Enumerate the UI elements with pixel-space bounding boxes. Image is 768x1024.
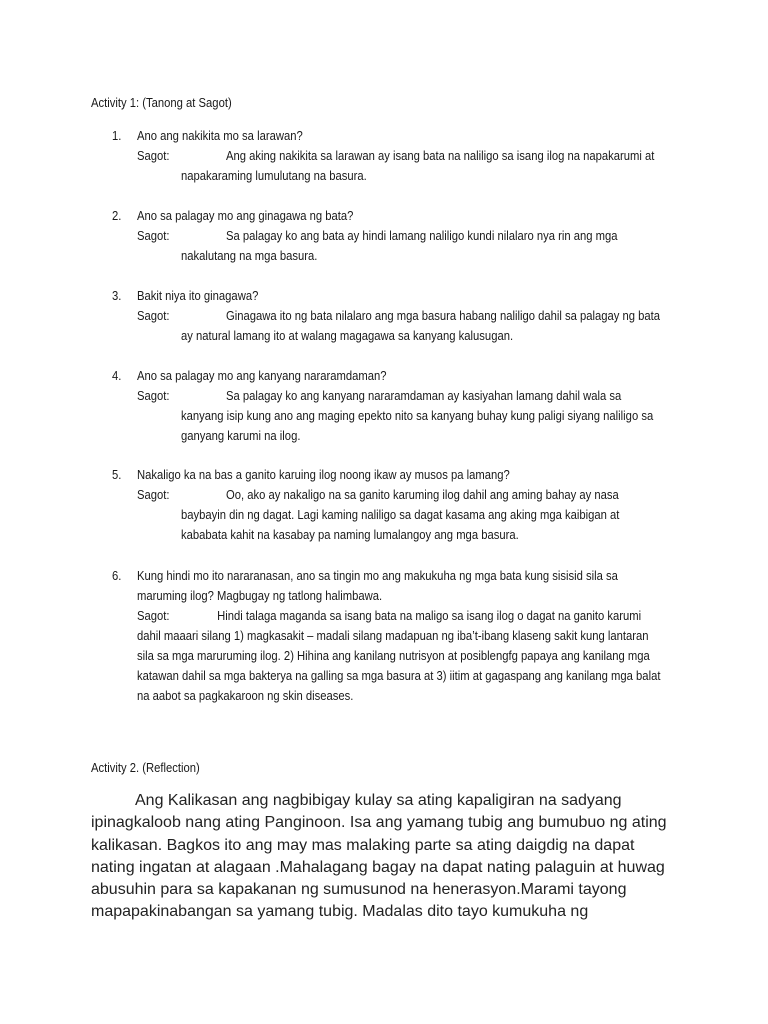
question-text: Kung hindi mo ito nararanasan, ano sa tingin mo ang makukuha ng mga bata kung sisisid sila sa maruming ilog? Magbugay ng tatlong halimbawa. [137,569,618,603]
answer-label: Sagot: [137,229,170,243]
question-text: Ano sa palagay mo ang ginagawa ng bata? [137,209,354,223]
answer-label: Sagot: [137,389,170,403]
answer-label: Sagot: [137,309,170,323]
answer-label: Sagot: [137,488,170,502]
question-number: 6. [112,569,122,583]
answer-text: Hindi talaga maganda sa isang bata na maligo sa isang ilog o dagat na ganito karumi dahil maaari silang 1) magkasakit – madali silang madapuan ng iba’t-ibang klaseng sakit kung lantaran sila sa mga maruruming ilog. 2) Hihina ang kanilang nutrisyon at posiblengfg papaya ang kanilang mga katawan dahil sa mga bakterya na galling sa mga basura at 3) iitim at gagaspang ang kanilang mga balat na aabot sa pagkakaroon ng skin diseases. [137,609,661,703]
activity-2-heading: Activity 2. (Reflection) [91,761,200,775]
question-text: Bakit niya ito ginagawa? [137,289,259,303]
answer-text: Ginagawa ito ng bata nilalaro ang mga basura habang naliligo dahil sa palagay ng bata ay natural lamang ito at walang magagawa sa kanyang kalusugan. [181,309,661,343]
question-text: Ano ang nakikita mo sa larawan? [137,129,303,143]
question-number: 4. [112,369,122,383]
answer-text: Ang aking nakikita sa larawan ay isang bata na naliligo sa isang ilog na napakarumi at napakaraming lumulutang na basura. [181,149,655,183]
answer-text: Sa palagay ko ang kanyang nararamdaman ay kasiyahan lamang dahil wala sa kanyang isip kung ano ang maging epekto nito sa kanyang buhay kung paligi siyang naliligo sa ganyang karumi na ilog. [181,389,654,443]
question-number: 2. [112,209,122,223]
answer-text: Oo, ako ay nakaligo na sa ganito karuming ilog dahil ang aming bahay ay nasa baybayin din ng dagat. Lagi kaming naliligo sa dagat kasama ang aking mga kaibigan at kababata kahit na kasabay pa naming lumalangoy ang mga basura. [181,488,620,542]
question-number: 1. [112,129,122,143]
question-text: Nakaligo ka na bas a ganito karuing ilog noong ikaw ay musos pa lamang? [137,468,510,482]
question-number: 5. [112,468,122,482]
question-text: Ano sa palagay mo ang kanyang nararamdaman? [137,369,387,383]
question-number: 3. [112,289,122,303]
answer-label: Sagot: [137,609,170,623]
activity-1-heading: Activity 1: (Tanong at Sagot) [91,96,232,110]
answer-label: Sagot: [137,149,170,163]
reflection-paragraph: Ang Kalikasan ang nagbibigay kulay sa ating kapaligiran na sadyang ipinagkaloob nang ating Panginoon. Isa ang yamang tubig ang bumubuo ng ating kalikasan. Bagkos ito ang may mas malaking parte sa ating daigdig na dapat nating ingatan at alagaan .Mahalagang bagay na dapat nating palaguin at huwag abusuhin para sa kapakanan ng sumusunod na henerasyon.Marami tayong mapapakinabangan sa yamang tubig. Madalas dito tayo kumukuha ng [91,792,667,921]
answer-text: Sa palagay ko ang bata ay hindi lamang naliligo kundi nilalaro nya rin ang mga nakalutang na mga basura. [181,229,618,263]
